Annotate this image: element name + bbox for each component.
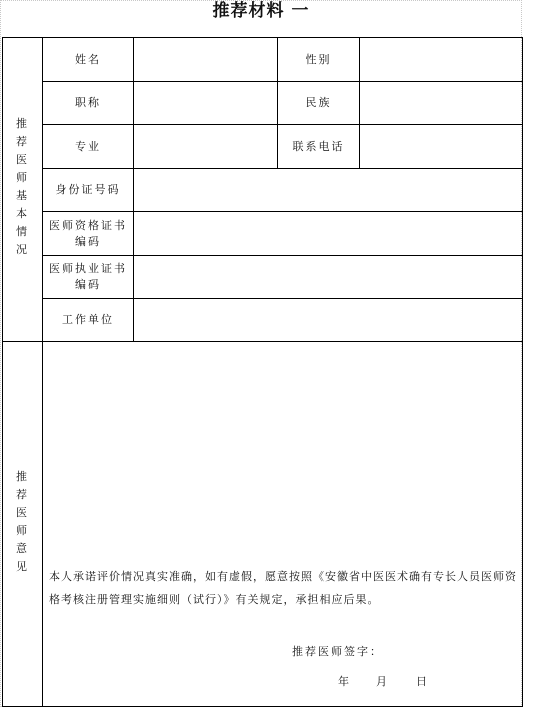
label-specialty: 专业 (75, 139, 101, 153)
practice-cert-field[interactable] (134, 256, 522, 298)
table-right-border (522, 37, 523, 707)
label-phone: 联系电话 (292, 139, 345, 153)
name-field[interactable] (134, 38, 277, 81)
label-qualification-cert (43, 212, 133, 255)
label-practice-cert (43, 256, 133, 298)
section-basic-label (2, 115, 42, 259)
label-qualification-cert-line1: 医师资格证书 (49, 218, 127, 232)
signature-label: 推荐医师签字： (292, 645, 383, 658)
section-opinion-label-text: 推荐医师意见 (16, 470, 27, 573)
section-basic-label-text: 推荐医师基本情况 (16, 117, 27, 256)
date-day-label: 日 (416, 675, 427, 688)
qualification-cert-field[interactable] (134, 212, 522, 255)
label-practice-cert-line1: 医师执业证书 (49, 262, 127, 275)
opinion-field[interactable] (43, 342, 522, 562)
label-title-rank: 职称 (75, 96, 101, 109)
gender-field[interactable] (360, 38, 522, 81)
document-title: 推荐材料 一 (212, 1, 310, 21)
label-qualification-cert-line2: 编码 (75, 234, 101, 248)
label-practice-cert-line2: 编码 (75, 278, 101, 291)
label-name: 姓名 (75, 52, 101, 66)
table-bottom-border (2, 706, 523, 707)
phone-field[interactable] (360, 125, 522, 168)
signature-field[interactable] (380, 638, 510, 662)
date-year-label: 年 (338, 675, 349, 688)
ethnicity-field[interactable] (360, 82, 522, 124)
workplace-field[interactable] (134, 299, 522, 341)
specialty-field[interactable] (134, 125, 277, 168)
date-month-label: 月 (376, 675, 387, 688)
label-workplace: 工作单位 (62, 313, 114, 326)
label-gender: 性别 (305, 52, 332, 66)
pledge-statement: 本人承诺评价情况真实准确，如有虚假，愿意按照《安徽省中医医术确有专长人员医师资格考核注册管理实施细则（试行）》有关规定，承担相应后果。 (49, 570, 517, 606)
label-ethnicity: 民族 (305, 96, 332, 109)
section-opinion-label (2, 468, 42, 576)
id-number-field[interactable] (134, 169, 522, 211)
title-rank-field[interactable] (134, 82, 277, 124)
label-id-number: 身份证号码 (55, 183, 121, 196)
